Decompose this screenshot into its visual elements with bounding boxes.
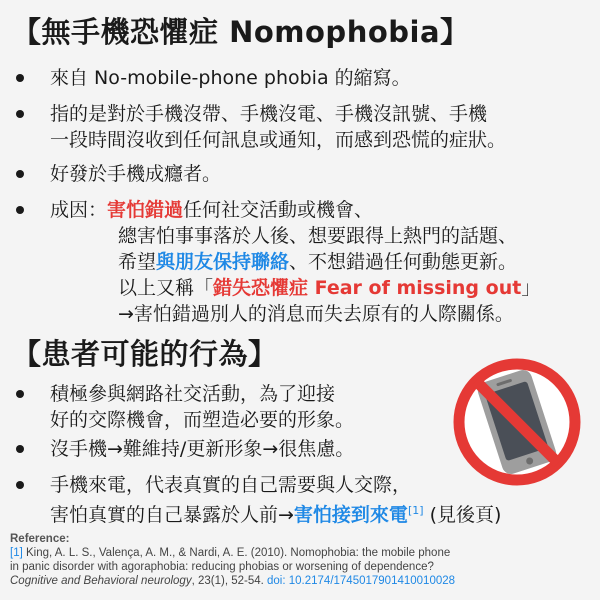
behavior-1-line-1: 積極參與網路社交活動，為了迎接 [50, 383, 336, 405]
bullet-2-line-2: 一段時間沒收到任何訊息或通知，而感到恐慌的症狀。 [50, 129, 507, 151]
section2-heading: 【患者可能的行為】 [12, 337, 278, 371]
cause-line-5: →害怕錯過別人的消息而失去原有的人際關係。 [118, 303, 514, 325]
cause-line-1-rest: 任何社交活動或機會、 [183, 199, 374, 221]
cause-line-4 [118, 276, 540, 300]
behavior-3-line-2-pre: 害怕真實的自己暴露於人前→ [50, 504, 294, 526]
no-phone-icon [447, 352, 587, 492]
cause-label: 成因： [50, 199, 108, 221]
behavior-3-line-2 [50, 499, 501, 527]
cause-line-4-post: 」 [521, 277, 541, 299]
cause-highlight-red: 害怕錯過 [107, 199, 184, 221]
fomo-highlight-red: 錯失恐懼症 Fear of missing out [213, 277, 522, 299]
bullet-1-text: 來自 No-mobile-phone phobia 的縮寫。 [50, 67, 411, 89]
no-phone-svg [447, 352, 587, 492]
behavior-3-line-1: 手機來電，代表真實的自己需要與人交際， [50, 474, 412, 496]
reference-line-2: in panic disorder with agoraphobia: reducing phobias or worsening of dependence? [10, 561, 434, 573]
reference-marker: [1] [10, 547, 23, 559]
bullet-3-text: 好發於手機成癮者。 [50, 163, 222, 185]
bullet-dot [16, 481, 24, 489]
reference-label: Reference: [10, 533, 70, 545]
cause-line-1 [50, 198, 373, 222]
behavior-2-text: 沒手機→難維持/更新形象→很焦慮。 [50, 438, 355, 460]
cause-highlight-blue: 與朋友保持聯絡 [156, 251, 290, 273]
reference-journal: Cognitive and Behavioral neurology [10, 575, 192, 587]
reference-line-1-text: King, A. L. S., Valença, A. M., & Nardi, A. E. (2010). Nomophobia: the mobile phone [22, 547, 451, 559]
cause-line-3-pre: 希望 [118, 251, 157, 273]
behavior-3-highlight-blue: 害怕接到來電 [293, 504, 408, 526]
section1-heading: 【無手機恐懼症 Nomophobia】 [12, 15, 470, 49]
cause-line-3 [118, 250, 517, 274]
bullet-dot [16, 74, 24, 82]
citation-marker: [1] [407, 504, 424, 517]
bullet-dot [16, 110, 24, 118]
bullet-dot [16, 206, 24, 214]
behavior-1-line-2: 好的交際機會，而塑造必要的形象。 [50, 409, 355, 431]
cause-line-2: 總害怕事事落於人後、想要跟得上熱門的話題、 [118, 225, 518, 247]
cause-line-3-post: 、不想錯過任何動態更新。 [289, 251, 518, 273]
behavior-3-line-2-post: (見後頁) [423, 504, 502, 526]
bullet-dot [16, 445, 24, 453]
reference-volume: , 23(1), 52-54. [191, 575, 268, 587]
bullet-2-line-1: 指的是對於手機沒帶、手機沒電、手機沒訊號、手機 [50, 103, 488, 125]
reference-line-3 [10, 574, 595, 588]
bullet-dot [16, 170, 24, 178]
reference-line-1 [10, 546, 595, 560]
reference-doi-link[interactable]: doi: 10.2174/1745017901410010028 [267, 575, 456, 587]
bullet-dot [16, 390, 24, 398]
cause-line-4-pre: 以上又稱「 [118, 277, 214, 299]
